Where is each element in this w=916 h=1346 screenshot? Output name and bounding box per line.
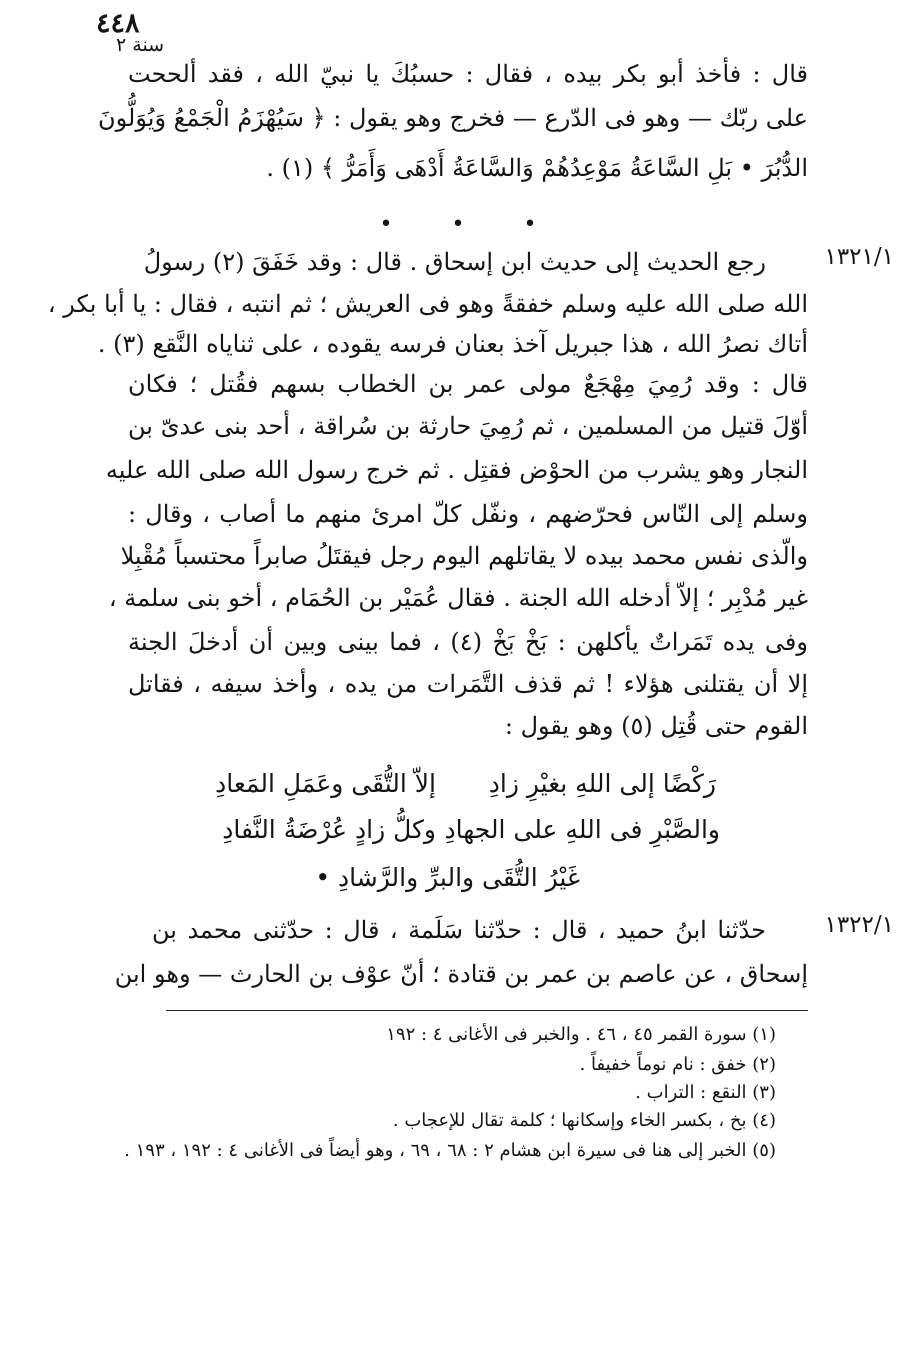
running-head: سنة ٢ bbox=[116, 34, 165, 56]
footnote: (٤) بخ ، بكسر الخاء وإسكانها ؛ كلمة تقال للإعجاب . bbox=[392, 1110, 776, 1131]
poem-hemistich-right: والصَّبْرِ فى اللهِ على الجهادِ bbox=[444, 815, 720, 844]
paragraph-reference-number: ١٣٢٢/١ bbox=[824, 912, 894, 938]
poem-hemistich-right: رَكْضًا إلى اللهِ بغيْرِ زادِ bbox=[488, 769, 716, 798]
text-line: الله صلى الله عليه وسلم خفقةً وهو فى العريش ؛ ثم انتبه ، فقال : يا أبا بكر ، bbox=[47, 290, 808, 318]
text-line: الدُّبُرَ • بَلِ السَّاعَةُ مَوْعِدُهُمْ وَالسَّاعَةُ أَدْهَى وَأَمَرُّ ﴾ (١) . bbox=[266, 154, 808, 182]
section-separator: • • • bbox=[379, 212, 563, 237]
footnote: (١) سورة القمر ٤٥ ، ٤٦ . والخبر فى الأغانى ٤ : ١٩٢ bbox=[386, 1024, 776, 1045]
footnote-divider bbox=[166, 1010, 808, 1011]
poem-hemistich-left: وكلُّ زادٍ عُرْضَةُ النَّفادِ bbox=[222, 815, 436, 844]
text-line: قال : وقد رُمِيَ مِهْجَعٌ مولى عمر بن الخطاب بسهم فقُتل ؛ فكان bbox=[128, 370, 808, 398]
footnote: (٢) خفق : نام نوماً خفيفاً . bbox=[579, 1054, 776, 1075]
text-line: وفى يده تَمَراتٌ يأكلهن : بَخْ بَخْ (٤) ، فما بينى وبين أن أدخلَ الجنة bbox=[128, 628, 808, 656]
page-number: ٤٤٨ bbox=[96, 8, 140, 39]
text-line: القوم حتى قُتِل (٥) وهو يقول : bbox=[504, 712, 808, 740]
text-line: غير مُدْبِر ؛ إلاّ أدخله الله الجنة . فقال عُمَيْر بن الحُمَام ، أخو بنى سلمة ، bbox=[108, 584, 808, 612]
text-line: والّذى نفس محمد بيده لا يقاتلهم اليوم رجل فيقتَلُ صابراً محتسباً مُقْبِلا bbox=[120, 542, 808, 570]
text-line: رجع الحديث إلى حديث ابن إسحاق . قال : وقد خَفَقَ (٢) رسولُ bbox=[143, 248, 766, 276]
footnote: (٣) النقع : التراب . bbox=[635, 1082, 776, 1103]
poem-hemistich-center: غَيْرُ التُّقَى والبرِّ والرَّشادِ • bbox=[315, 863, 580, 892]
text-line: على ربّك — وهو فى الدّرع — فخرج وهو يقول : ﴿ سَيُهْزَمُ الْجَمْعُ وَيُوَلُّونَ bbox=[98, 104, 808, 132]
text-line: إلا أن يقتلنى هؤلاء ! ثم قذف التَّمَرات من يده ، وأخذ سيفه ، فقاتل bbox=[128, 670, 808, 698]
text-line: أتاك نصرُ الله ، هذا جبريل آخذ بعنان فرسه يقوده ، على ثناياه النَّقع (٣) . bbox=[97, 330, 808, 358]
poem-hemistich-left: إلاّ التُّقَى وعَمَلِ المَعادِ bbox=[215, 769, 436, 798]
text-line: إسحاق ، عن عاصم بن عمر بن قتادة ؛ أنّ عوْف بن الحارث — وهو ابن bbox=[114, 960, 808, 988]
footnote: (٥) الخبر إلى هنا فى سيرة ابن هشام ٢ : ٦٨ ، ٦٩ ، وهو أيضاً فى الأغانى ٤ : ١٩٢ ، ١٩٣ . bbox=[124, 1140, 776, 1161]
text-line: أوّلَ قتيل من المسلمين ، ثم رُمِيَ حارثة بن سُراقة ، أحد بنى عدىّ بن bbox=[128, 412, 808, 440]
text-line: وسلم إلى النّاس فحرّضهم ، ونفّل كلّ امرئ منهم ما أصاب ، وقال : bbox=[128, 500, 808, 528]
text-line: النجار وهو يشرب من الحوْض فقتِل . ثم خرج رسول الله صلى الله عليه bbox=[105, 456, 808, 484]
text-line: حدّثنا ابنُ حميد ، قال : حدّثنا سَلَمة ، قال : حدّثنى محمد بن bbox=[152, 916, 766, 944]
paragraph-reference-number: ١٣٢١/١ bbox=[824, 244, 894, 270]
text-line: قال : فأخذ أبو بكر بيده ، فقال : حسبُكَ يا نبيّ الله ، فقد ألححت bbox=[128, 60, 808, 88]
